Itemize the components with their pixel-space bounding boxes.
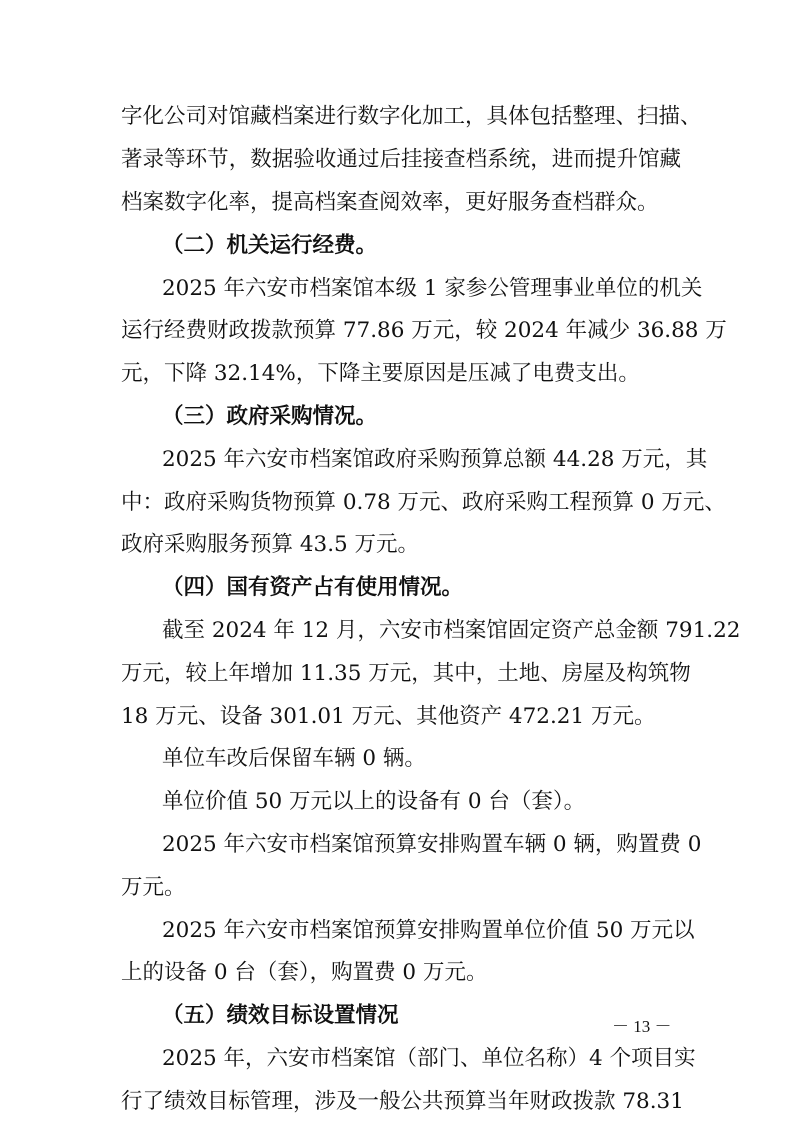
paragraph-line: 字化公司对馆藏档案进行数字化加工，具体包括整理、扫描、	[121, 104, 702, 129]
paragraph-line: 截至 2024 年 12 月，六安市档案馆固定资产总金额 791.22	[162, 618, 741, 643]
paragraph-line: 中：政府采购货物预算 0.78 万元、政府采购工程预算 0 万元、	[121, 490, 726, 515]
section-heading-4: （四）国有资产占有使用情况。	[162, 575, 464, 600]
paragraph-line: 2025 年六安市档案馆预算安排购置单位价值 50 万元以	[162, 918, 695, 943]
paragraph-line: 上的设备 0 台（套），购置费 0 万元。	[121, 960, 488, 985]
paragraph-line: 元，下降 32.14%，下降主要原因是压减了电费支出。	[121, 361, 640, 386]
paragraph-line: 万元，较上年增加 11.35 万元，其中，土地、房屋及构筑物	[121, 661, 691, 686]
paragraph-line: 2025 年六安市档案馆预算安排购置车辆 0 辆，购置费 0	[162, 832, 702, 857]
paragraph-line: 著录等环节，数据验收通过后挂接查档系统，进而提升馆藏	[121, 147, 681, 172]
paragraph-line: 单位价值 50 万元以上的设备有 0 台（套）。	[162, 789, 586, 814]
section-heading-5: （五）绩效目标设置情况	[162, 1003, 399, 1028]
page-number: － 13 －	[612, 1017, 672, 1036]
paragraph-line: 18 万元、设备 301.01 万元、其他资产 472.21 万元。	[121, 704, 656, 729]
paragraph-line: 政府采购服务预算 43.5 万元。	[121, 532, 420, 557]
paragraph-line: 单位车改后保留车辆 0 辆。	[162, 746, 426, 771]
paragraph-line: 2025 年，六安市档案馆（部门、单位名称）4 个项目实	[162, 1046, 696, 1071]
section-heading-2: （二）机关运行经费。	[162, 233, 378, 258]
paragraph-line: 2025 年六安市档案馆本级 1 家参公管理事业单位的机关	[162, 276, 703, 301]
paragraph-line: 2025 年六安市档案馆政府采购预算总额 44.28 万元，其	[162, 447, 708, 472]
section-heading-3: （三）政府采购情况。	[162, 404, 378, 429]
paragraph-line: 行了绩效目标管理，涉及一般公共预算当年财政拨款 78.31	[121, 1089, 684, 1114]
paragraph-line: 万元。	[121, 875, 186, 900]
paragraph-line: 档案数字化率，提高档案查阅效率，更好服务查档群众。	[121, 190, 659, 215]
paragraph-line: 运行经费财政拨款预算 77.86 万元，较 2024 年减少 36.88 万	[121, 318, 727, 343]
